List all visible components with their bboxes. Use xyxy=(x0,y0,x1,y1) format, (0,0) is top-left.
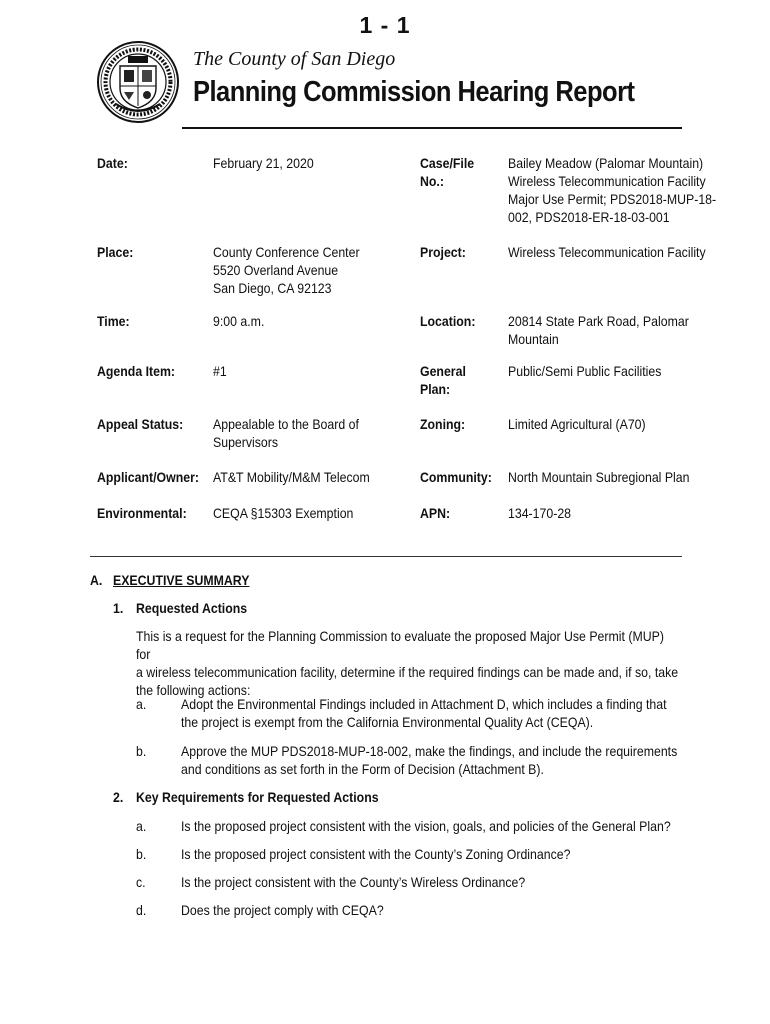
report-title: Planning Commission Hearing Report xyxy=(193,76,635,108)
agenda-item-label: Agenda Item: xyxy=(97,363,176,379)
question-d-letter: d. xyxy=(136,902,147,918)
date-value: February 21, 2020 xyxy=(213,155,314,171)
zoning-value: Limited Agricultural (A70) xyxy=(508,416,646,432)
community-value: North Mountain Subregional Plan xyxy=(508,469,690,485)
project-label: Project: xyxy=(420,244,466,260)
title-rule xyxy=(182,127,682,129)
item-1-number: 1. xyxy=(113,600,124,616)
section-a-letter: A. xyxy=(90,572,103,588)
page-number: 1 - 1 xyxy=(359,12,411,38)
action-b-letter: b. xyxy=(136,743,147,759)
place-value: County Conference Center 5520 Overland Avenue San Diego, CA 92123 xyxy=(213,244,360,296)
time-value: 9:00 a.m. xyxy=(213,313,265,329)
place-label: Place: xyxy=(97,244,134,260)
question-a-text: Is the proposed project consistent with the vision, goals, and policies of the General Plan? xyxy=(181,818,671,834)
item-1-title: Requested Actions xyxy=(136,600,248,616)
question-b-text: Is the proposed project consistent with the County’s Zoning Ordinance? xyxy=(181,846,571,862)
environmental-label: Environmental: xyxy=(97,505,187,521)
time-label: Time: xyxy=(97,313,130,329)
section-a-title: EXECUTIVE SUMMARY xyxy=(113,572,250,588)
question-c-letter: c. xyxy=(136,874,146,890)
apn-label: APN: xyxy=(420,505,451,521)
location-value: 20814 State Park Road, Palomar Mountain xyxy=(508,313,689,347)
environmental-value: CEQA §15303 Exemption xyxy=(213,505,354,521)
appeal-status-value: Appealable to the Board of Supervisors xyxy=(213,416,359,450)
location-label: Location: xyxy=(420,313,476,329)
case-file-value: Bailey Meadow (Palomar Mountain) Wireless Telecommunication Facility Major Use Permit; PDS2018-MUP-18- 002, PDS2018-ER-18-03-001 xyxy=(508,155,717,225)
section-divider xyxy=(90,556,682,557)
question-d-text: Does the project comply with CEQA? xyxy=(181,902,384,918)
community-label: Community: xyxy=(420,469,492,485)
item-2-number: 2. xyxy=(113,789,124,805)
requested-actions-intro: This is a request for the Planning Commission to evaluate the proposed Major Use Permit (MUP) for a wireless telecommunication facility, determine if the required findings can be made and, if so, take the following actions: xyxy=(136,628,679,698)
date-label: Date: xyxy=(97,155,128,171)
action-a-text: Adopt the Environmental Findings included in Attachment D, which includes a finding that the project is exempt from the California Environmental Quality Act (CEQA). xyxy=(181,696,667,730)
item-2-title: Key Requirements for Requested Actions xyxy=(136,789,379,805)
action-b-text: Approve the MUP PDS2018-MUP-18-002, make the findings, and include the requirements and conditions as set forth in the Form of Decision (Attachment B). xyxy=(181,743,678,777)
county-name: The County of San Diego xyxy=(193,48,396,70)
county-seal-icon xyxy=(96,40,180,124)
general-plan-label: General Plan: xyxy=(420,363,466,397)
general-plan-value: Public/Semi Public Facilities xyxy=(508,363,662,379)
question-b-letter: b. xyxy=(136,846,147,862)
case-file-label: Case/File No.: xyxy=(420,155,475,189)
apn-value: 134-170-28 xyxy=(508,505,572,521)
applicant-owner-value: AT&T Mobility/M&M Telecom xyxy=(213,469,370,485)
applicant-owner-label: Applicant/Owner: xyxy=(97,469,199,485)
zoning-label: Zoning: xyxy=(420,416,466,432)
agenda-item-value: #1 xyxy=(213,363,227,379)
project-value: Wireless Telecommunication Facility xyxy=(508,244,706,260)
question-a-letter: a. xyxy=(136,818,147,834)
question-c-text: Is the project consistent with the County’s Wireless Ordinance? xyxy=(181,874,526,890)
appeal-status-label: Appeal Status: xyxy=(97,416,184,432)
action-a-letter: a. xyxy=(136,696,147,712)
